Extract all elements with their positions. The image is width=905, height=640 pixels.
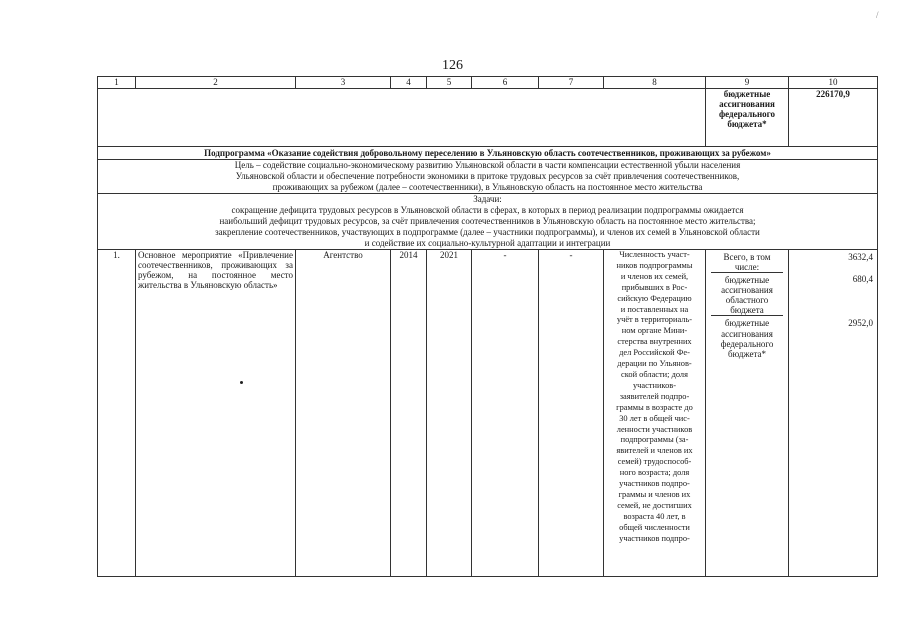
funding-amount: 226170,9 <box>789 89 878 147</box>
scan-speck <box>240 381 243 384</box>
row-number: 1. <box>98 250 136 577</box>
end-year: 2021 <box>427 250 472 577</box>
tasks-heading: Задачи: <box>473 194 502 204</box>
column-7-value: - <box>539 250 604 577</box>
column-number: 1 <box>98 77 136 89</box>
amount-total: 3632,4 <box>848 252 873 262</box>
executor: Агентство <box>296 250 391 577</box>
goal-row <box>98 160 878 194</box>
tasks-row <box>98 194 878 250</box>
column-number: 7 <box>539 77 604 89</box>
column-numbers-row <box>98 77 878 89</box>
column-number: 10 <box>789 77 878 89</box>
funding-sources <box>706 250 789 577</box>
subprogram-title-row <box>98 147 878 160</box>
column-number: 8 <box>604 77 706 89</box>
funding-source-cell: бюджетные ассигнования федерального бюджета* <box>706 89 789 147</box>
measure-row <box>98 250 878 577</box>
amount-federal: 2952,0 <box>848 318 873 328</box>
scan-mark: / <box>876 10 879 20</box>
column-6-value: - <box>472 250 539 577</box>
column-number: 9 <box>706 77 789 89</box>
funding-source-federal: бюджетные ассигнования федерального бюджета* <box>720 318 774 359</box>
page-number: 126 <box>442 58 463 73</box>
column-number: 5 <box>427 77 472 89</box>
start-year: 2014 <box>391 250 427 577</box>
funding-source-regional: бюджетные ассигнования областного бюджета <box>711 273 783 316</box>
funding-amounts <box>789 250 878 577</box>
column-number: 4 <box>391 77 427 89</box>
subprogram-tasks: Задачи: сокращение дефицита трудовых ресурсов в Ульяновской области в сферах, в которых в период реализации подпрограммы ожидается наибольший дефицит трудовых ресурсов, за счёт привлечения соотечественников в Ульяновскую область на постоянное место жительства; закрепление соотечественников, участвующих в подпрограмме (далее – участники подпрограммы), и членов их семей в Ульяновской области и содействие их социально-культурной адаптации и интеграции <box>98 194 878 250</box>
column-number: 3 <box>296 77 391 89</box>
program-table <box>97 76 878 577</box>
continuation-row <box>98 89 878 147</box>
column-number: 6 <box>472 77 539 89</box>
measure-name: Основное мероприятие «Привлечение соотечественников, проживающих за рубежом, на постоянное место жительства в Ульяновскую область» <box>136 250 296 577</box>
target-indicators: Численность участ- ников подпрограммы и членов их семей, прибывших в Рос- сийскую Федерацию и поставленных на учёт в территориаль- ном органе Мини- стерства внутренних дел Российской Фе- дерации по Ульянов- ской области; доля участников- заявителей подпро- граммы в возрасте до 30 лет в общей чис- ленности участников подпрограммы (за- явителей и членов их семей) трудоспособ- ного возраста; доля участников подпро- граммы и членов их семей, не достигших возраста 40 лет, в общей численности участников подпро- <box>604 250 706 577</box>
column-number: 2 <box>136 77 296 89</box>
subprogram-goal: Цель – содействие социально-экономическому развитию Ульяновской области в части компенсации естественной убыли населения Ульяновской области и обеспечение потребности экономики в притоке трудовых ресурсов за счёт привлечения соотечественников, проживающих за рубежом (далее – соотечественники), в Ульяновскую область на постоянное место жительства <box>98 160 878 194</box>
amount-regional: 680,4 <box>852 274 873 284</box>
funding-source-total: Всего, в том числе: <box>711 250 783 273</box>
subprogram-title: Подпрограмма «Оказание содействия добровольному переселению в Ульяновскую область соотечественников, проживающих за рубежом» <box>98 147 878 160</box>
